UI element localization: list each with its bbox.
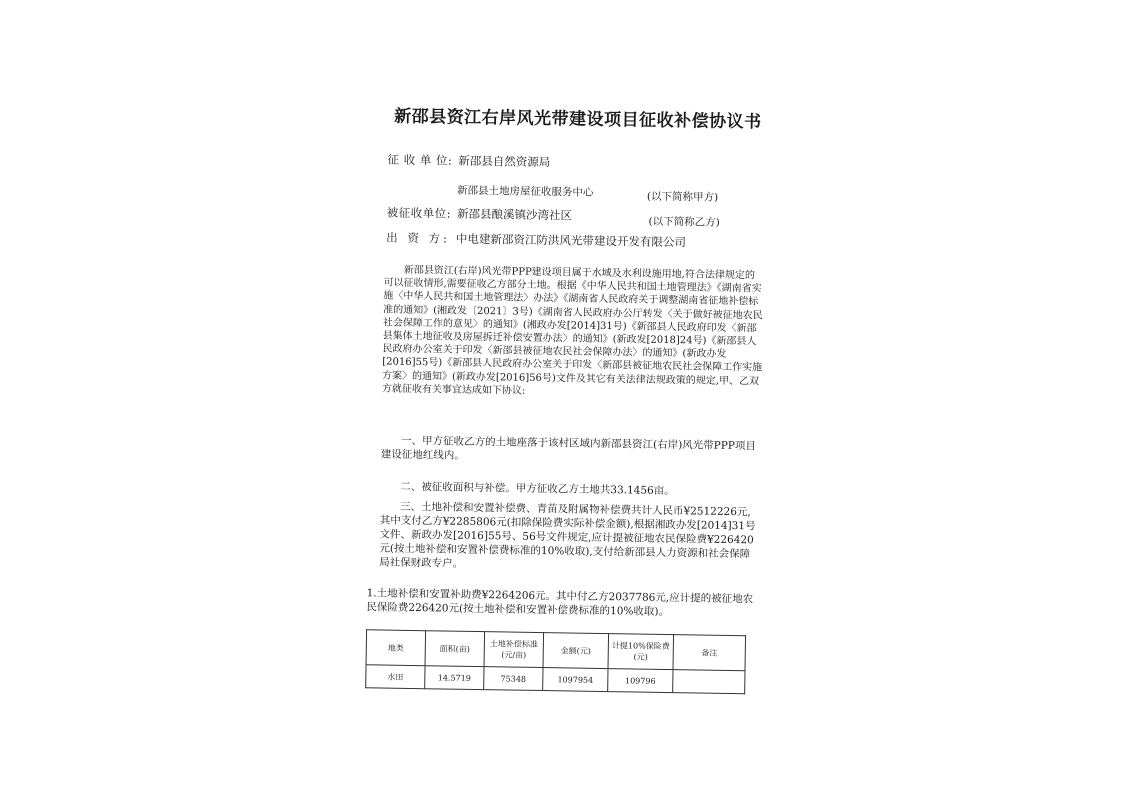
cell-standard: 75348 bbox=[484, 667, 543, 691]
col-insurance: 计提10%保险费(元) bbox=[608, 634, 674, 670]
col-amount: 金额(元) bbox=[543, 633, 609, 669]
cell-land-type: 水田 bbox=[366, 665, 425, 689]
document-title: 新邵县资江右岸风光带建设项目征收补偿协议书 bbox=[393, 106, 762, 133]
expropriator-1: 新邵县自然资源局 bbox=[458, 153, 551, 170]
investor-row bbox=[386, 230, 686, 251]
investor-name: 中电建新邵资江防洪风光带建设开发有限公司 bbox=[455, 231, 687, 250]
cell-amount: 1097954 bbox=[543, 668, 608, 692]
expropriated-unit: 新邵县酿溪镇沙湾社区 bbox=[456, 206, 573, 223]
col-standard: 土地补偿标准(元/亩) bbox=[484, 632, 544, 668]
table-header-row bbox=[366, 630, 746, 671]
expropriator-label: 征 收 单 位: bbox=[387, 152, 453, 168]
intro-paragraph: 新邵县资江(右岸)风光带PPP建设项目属于水域及水利设施用地,符合法律规定的可以征收情形,需要征收乙方部分土地。根据《中华人民共和国土地管理法》《湖南省实施〈中华人民共和国土地管理法〉办法》《湖南省人民政府关于调整湖南省征地补偿标准的通知》(湘政发〔2021〕3号)《湖南省人民政府办公厅转发〈关于做好被征地农民社会保障工作的意见〉的通知》(湘政办发[2014]31号)《新邵县人民政府印发〈新邵县集体土地征收及房屋拆迁补偿安置办法〉的通知》(新政发[2018]24号)《新邵县人民政府办公室关于印发〈新邵县被征地农民社会保障办法〉的通知》(新政办发[2016]55号)《新邵县人民政府办公室关于印发〈新邵县被征地农民社会保障工作实施方案〉的通知》(新政办发[2016]56号)文件及其它有关法律法规政策的规定,甲、乙双方就征收有关事宜达成如下协议: bbox=[381, 264, 763, 397]
table-row bbox=[366, 665, 745, 694]
clause-1: 一、甲方征收乙方的土地座落于该村区域内新邵县资江(右岸)风光带PPP项目建设征地红线内。 bbox=[380, 434, 757, 462]
col-area: 面积(亩) bbox=[425, 631, 485, 667]
cell-area: 14.5719 bbox=[425, 666, 484, 690]
clause-3: 三、土地补偿和安置补偿费、青苗及附属物补偿费共计人民币¥2512226元,其中支付乙方¥2285806元(扣除保险费实际补偿金额),根据湘政办发[2014]31号文件、新政办发[2016]55号、56号文件规定,应计提被征地农民保险费¥226420元(按土地补偿和安置补偿费标准的10%收取),支付给新邵县人力资源和社会保障局社保财政专户。 bbox=[379, 500, 756, 570]
expropriated-label: 被征收单位: bbox=[386, 205, 452, 221]
expropriated-row bbox=[387, 205, 573, 224]
investor-label: 出 资 方: bbox=[386, 230, 451, 246]
cell-remarks bbox=[673, 670, 745, 694]
expropriator-row bbox=[387, 152, 550, 171]
expropriator-2: 新邵县土地房屋征收服务中心 bbox=[456, 184, 594, 199]
sub-clause-1: 1.土地补偿和安置补助费¥2264206元。其中付乙方2037786元,应计提的被征地农民保险费226420元(按土地补偿和安置补偿费标准的10%收取)。 bbox=[366, 587, 754, 618]
cell-insurance: 109796 bbox=[608, 669, 673, 693]
compensation-table bbox=[365, 629, 746, 694]
party-b-note: (以下简称乙方) bbox=[648, 215, 720, 229]
col-land-type: 地类 bbox=[366, 630, 426, 666]
agreement-page bbox=[313, 59, 771, 706]
party-a-note: (以下简称甲方) bbox=[646, 190, 719, 204]
clause-2: 二、被征收面积与补偿。甲方征收乙方土地共33.1456亩。 bbox=[400, 480, 675, 498]
col-remarks: 备注 bbox=[673, 635, 746, 671]
